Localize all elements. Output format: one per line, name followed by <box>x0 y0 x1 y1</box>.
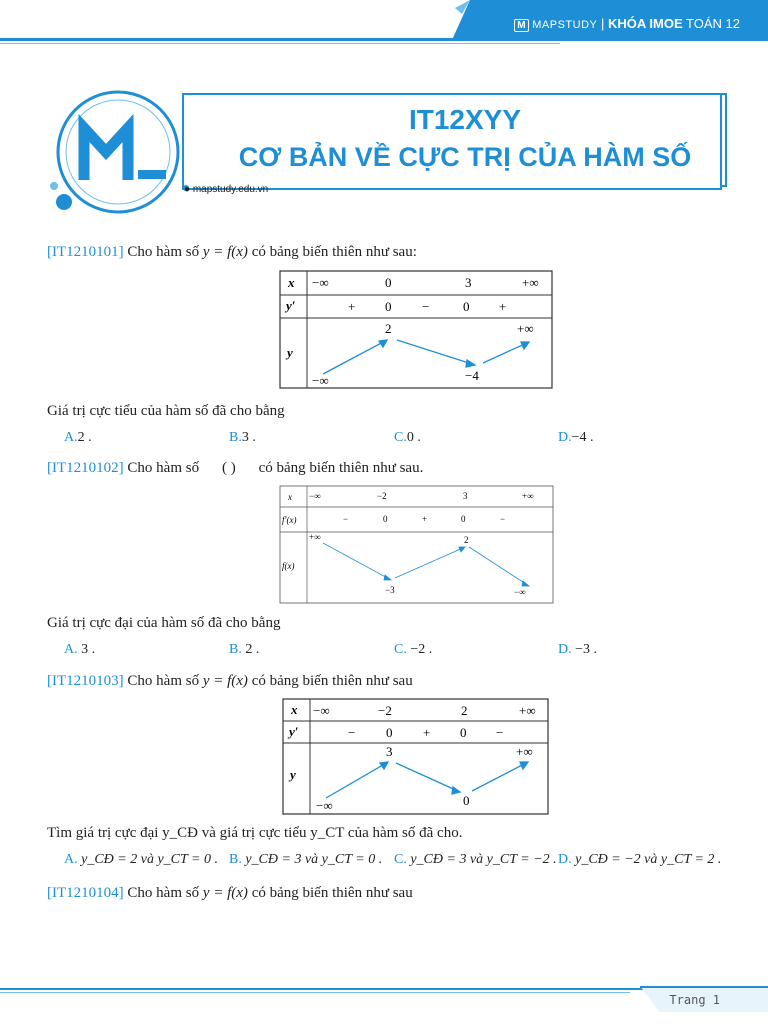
x-value: +∞ <box>522 275 539 290</box>
sign: 0 <box>460 725 467 740</box>
function-notation: y = f(x) <box>202 244 248 260</box>
row-label-derivative: f′(x) <box>282 515 297 525</box>
sign: − <box>343 514 349 524</box>
course-name-rest: TOÁN 12 <box>686 16 740 31</box>
brand-mark-icon: M <box>514 19 528 32</box>
globe-icon: ● <box>184 184 191 195</box>
x-value: −∞ <box>312 275 329 290</box>
x-value: +∞ <box>522 491 534 501</box>
x-value: −2 <box>378 703 392 718</box>
f-value: +∞ <box>309 532 321 542</box>
sign: + <box>423 725 431 740</box>
function-notation: y = f(x) <box>202 673 248 689</box>
option-b[interactable]: B. y_CĐ = 3 và y_CT = 0 . <box>229 852 383 867</box>
f-value: 2 <box>385 321 392 336</box>
row-label-derivative: y′ <box>286 298 296 313</box>
question-intro: Cho hàm số <box>127 244 200 260</box>
function-notation: y = f(x) <box>202 885 248 901</box>
x-value: +∞ <box>519 703 536 718</box>
title-frame-accent <box>700 86 740 196</box>
course-name-bold: KHÓA IMOE <box>608 16 683 31</box>
f-value: 2 <box>464 535 469 545</box>
question-code: [IT1210104] <box>47 885 124 901</box>
question-3-prompt: Tìm giá trị cực đại y_CĐ và giá trị cực tiểu y_CT của hàm số đã cho. <box>47 825 463 841</box>
variation-arrows <box>326 762 528 798</box>
sign: − <box>348 725 356 740</box>
sign: 0 <box>463 299 470 314</box>
variation-table-2 <box>279 485 555 605</box>
option-d[interactable]: D. −3 . <box>558 642 598 657</box>
question-code: [IT1210101] <box>47 244 124 260</box>
question-intro: Cho hàm số <box>127 885 200 901</box>
row-label-function: f(x) <box>282 561 295 571</box>
row-label-function: y <box>290 767 296 782</box>
question-intro: Cho hàm số <box>127 673 200 689</box>
x-value: 2 <box>461 703 468 718</box>
option-c[interactable]: C. y_CĐ = 3 và y_CT = −2 . <box>394 852 557 867</box>
question-tail: có bảng biến thiên như sau <box>251 885 413 901</box>
row-label-x: x <box>288 492 292 502</box>
variation-table-3 <box>282 698 550 816</box>
f-value: +∞ <box>516 744 533 759</box>
variation-arrows <box>323 340 529 374</box>
option-b[interactable]: B. 2 . <box>229 642 260 657</box>
question-2 <box>47 460 423 477</box>
f-value: −3 <box>385 585 395 595</box>
question-3 <box>47 673 413 690</box>
x-value: −2 <box>377 491 387 501</box>
sign: 0 <box>385 299 392 314</box>
sign: + <box>499 299 507 314</box>
option-c[interactable]: C.0 . <box>394 430 421 445</box>
website-label: ● mapstudy.edu.vn <box>184 184 269 195</box>
variation-arrows <box>323 543 529 586</box>
question-code: [IT1210102] <box>47 460 124 476</box>
sign: + <box>348 299 356 314</box>
sign: 0 <box>386 725 393 740</box>
sign: − <box>422 299 430 314</box>
question-code: [IT1210103] <box>47 673 124 689</box>
f-value: −4 <box>465 368 479 383</box>
x-value: −∞ <box>313 703 330 718</box>
question-1 <box>47 244 417 261</box>
sign: − <box>496 725 504 740</box>
sign: 0 <box>461 514 466 524</box>
f-value: −∞ <box>514 587 526 597</box>
question-intro: Cho hàm số <box>127 460 200 476</box>
f-value: 0 <box>463 793 470 808</box>
sign: 0 <box>383 514 388 524</box>
x-value: 3 <box>463 491 468 501</box>
variation-table-1 <box>279 270 554 390</box>
f-value: −∞ <box>316 798 333 813</box>
sign: + <box>422 514 428 524</box>
option-a[interactable]: A.2 . <box>64 430 92 445</box>
option-d[interactable]: D.−4 . <box>558 430 594 445</box>
footer-band <box>0 982 768 1024</box>
brand-name: MAPSTUDY <box>532 19 598 31</box>
function-notation: ( ) <box>221 460 236 476</box>
row-label-x: x <box>291 702 298 717</box>
page-number: Trang 1 <box>669 993 720 1007</box>
option-b[interactable]: B.3 . <box>229 430 256 445</box>
question-2-prompt: Giá trị cực đại của hàm số đã cho bằng <box>47 615 281 631</box>
f-value: +∞ <box>517 321 534 336</box>
question-tail: có bảng biến thiên như sau <box>251 673 413 689</box>
row-label-x: x <box>288 275 295 290</box>
brand-separator: | <box>601 16 605 31</box>
x-value: −∞ <box>309 491 321 501</box>
row-label-derivative: y′ <box>289 724 299 739</box>
option-a[interactable]: A. y_CĐ = 2 và y_CT = 0 . <box>64 852 218 867</box>
question-tail: có bảng biến thiên như sau: <box>251 244 417 260</box>
question-tail: có bảng biến thiên như sau. <box>258 460 424 476</box>
chapter-code: IT12XYY <box>408 104 522 135</box>
brand-header <box>514 16 740 32</box>
option-d[interactable]: D. y_CĐ = −2 và y_CT = 2 . <box>558 852 722 867</box>
x-value: 3 <box>465 275 472 290</box>
option-c[interactable]: C. −2 . <box>394 642 433 657</box>
f-value: −∞ <box>312 373 329 388</box>
f-value: 3 <box>386 744 393 759</box>
sign: − <box>500 514 506 524</box>
row-label-function: y <box>287 345 293 360</box>
mapstudy-logo-icon <box>46 90 196 220</box>
question-1-prompt: Giá trị cực tiểu của hàm số đã cho bằng <box>47 403 285 419</box>
question-4 <box>47 885 413 902</box>
chapter-title: CƠ BẢN VỀ CỰC TRỊ CỦA HÀM SỐ <box>238 142 692 172</box>
option-a[interactable]: A. 3 . <box>64 642 96 657</box>
x-value: 0 <box>385 275 392 290</box>
